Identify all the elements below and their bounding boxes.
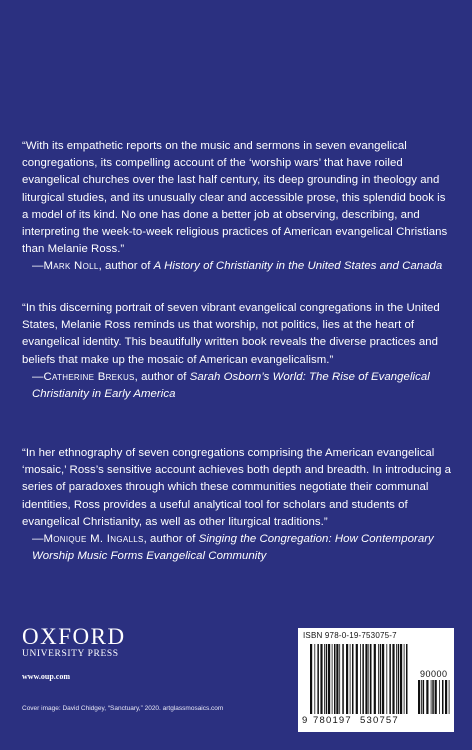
barcode-bar — [326, 644, 328, 714]
endorser-name: Monique M. Ingalls — [43, 533, 144, 546]
barcode-bar — [332, 644, 333, 714]
author-of-text: , author of — [143, 533, 199, 546]
publisher-website: www.oup.com — [22, 672, 71, 681]
endorser-work-title: Sarah Osborn’s World: The Rise of Evangelical Christianity in Early America — [32, 370, 430, 401]
barcode-bar — [398, 644, 400, 714]
endorser-name: Catherine Brekus — [43, 370, 135, 383]
barcode-bar — [350, 644, 351, 714]
barcode-bar — [445, 680, 447, 714]
barcode-bar — [449, 680, 450, 714]
barcode-bar — [370, 644, 372, 714]
barcode-bar — [421, 680, 422, 714]
dash: — — [32, 260, 44, 273]
barcode-bar — [314, 644, 315, 714]
barcode-bar — [386, 644, 387, 714]
barcode-left-digits: 780197 — [313, 715, 352, 726]
barcode-right-digits: 530757 — [360, 715, 399, 726]
endorsement-attribution — [22, 369, 452, 403]
barcode-bar — [432, 680, 434, 714]
barcode-bar — [442, 680, 444, 714]
barcode-bar — [336, 644, 338, 714]
barcode-bar — [380, 644, 382, 714]
endorsement-quote: “In this discerning portrait of seven vibrant evangelical congregations in the United States, Melanie Ross reminds us that worship, not politics, lies at the heart of evangelical identity. This beautifully written book reveals the diverse practices and beliefs that make up the mosaic of American evangelicalism.” — [22, 302, 440, 366]
endorsement-quote: “With its empathetic reports on the music and sermons in seven evangelical congregations, its compelling account of the ‘worship wars’ that have roiled evangelical churches over the last half century, its deep grounding in theology and liturgical studies, and its unusually clear and accessible prose, this splendid book is a model of its kind. No one has done a better job at observing, describing, and interpreting the week-to-week religious practices of American evangelical Christians than Melanie Ross.” — [22, 140, 448, 256]
barcode-bar — [400, 644, 402, 714]
barcode-bar — [435, 680, 437, 714]
endorser-name: Mark Noll — [43, 260, 99, 273]
barcode-bar — [365, 644, 367, 714]
barcode-bar — [356, 644, 358, 714]
barcode-bar — [406, 644, 408, 714]
cover-image-credit: Cover image: David Chidgey, “Sanctuary,” 2020. artglassmosaics.com — [22, 705, 224, 712]
endorser-work-title: A History of Christianity in the United States and Canada — [153, 260, 443, 273]
endorsement-attribution — [22, 258, 452, 275]
barcode-bar — [328, 644, 330, 714]
barcode-bar — [392, 644, 394, 714]
price-code: 90000 — [420, 669, 448, 679]
endorser-work-title: Singing the Congregation: How Contemporary Worship Music Forms Evangelical Community — [32, 533, 434, 563]
dash: — — [32, 370, 44, 383]
barcode-bar — [418, 680, 420, 714]
isbn-label: ISBN 978-0-19-753075-7 — [303, 631, 397, 640]
barcode-bar — [324, 644, 325, 714]
barcode-bar — [404, 644, 405, 714]
endorsement-1 — [22, 138, 452, 276]
dash: — — [32, 533, 44, 546]
barcode-bar — [352, 644, 354, 714]
barcode-bar — [339, 644, 340, 714]
endorsement-attribution — [22, 531, 452, 565]
barcode-bar — [431, 680, 432, 714]
barcode-bar — [317, 644, 319, 714]
endorsement-2 — [22, 300, 452, 403]
barcode-bar — [439, 680, 440, 714]
logo-wordmark: OXFORD — [22, 624, 126, 649]
barcode-bar — [342, 644, 344, 714]
barcode-bar — [426, 680, 428, 714]
barcode-bar — [362, 644, 364, 714]
barcode-bar — [378, 644, 379, 714]
barcode-bar — [423, 680, 425, 714]
isbn-barcode — [298, 628, 454, 732]
barcode-bar — [334, 644, 336, 714]
barcode-bar — [320, 644, 322, 714]
barcode-bar — [368, 644, 369, 714]
oxford-university-press-logo — [22, 626, 126, 660]
endorsement-3 — [22, 445, 452, 565]
barcode-bar — [396, 644, 397, 714]
author-of-text: , author of — [134, 370, 190, 383]
barcode-bar — [389, 644, 391, 714]
endorsement-quote: “In her ethnography of seven congregations comprising the American evangelical ‘mosaic,’ Ross’s sensitive account achieves both depth and breadth. In introducing a series of paradoxes through which these communities negotiate their communal identities, Ross provides a useful analytical tool for scholars and students of evangelical Christianity, as well as other liturgical traditions.” — [22, 447, 452, 528]
author-of-text: , author of — [98, 260, 154, 273]
logo-subtitle: UNIVERSITY PRESS — [22, 649, 119, 659]
barcode-bar — [374, 644, 376, 714]
barcode-first-digit: 9 — [302, 715, 308, 726]
barcode-bar — [310, 644, 312, 714]
barcode-bar — [346, 644, 348, 714]
barcode-bar — [360, 644, 361, 714]
barcode-bar — [382, 644, 384, 714]
